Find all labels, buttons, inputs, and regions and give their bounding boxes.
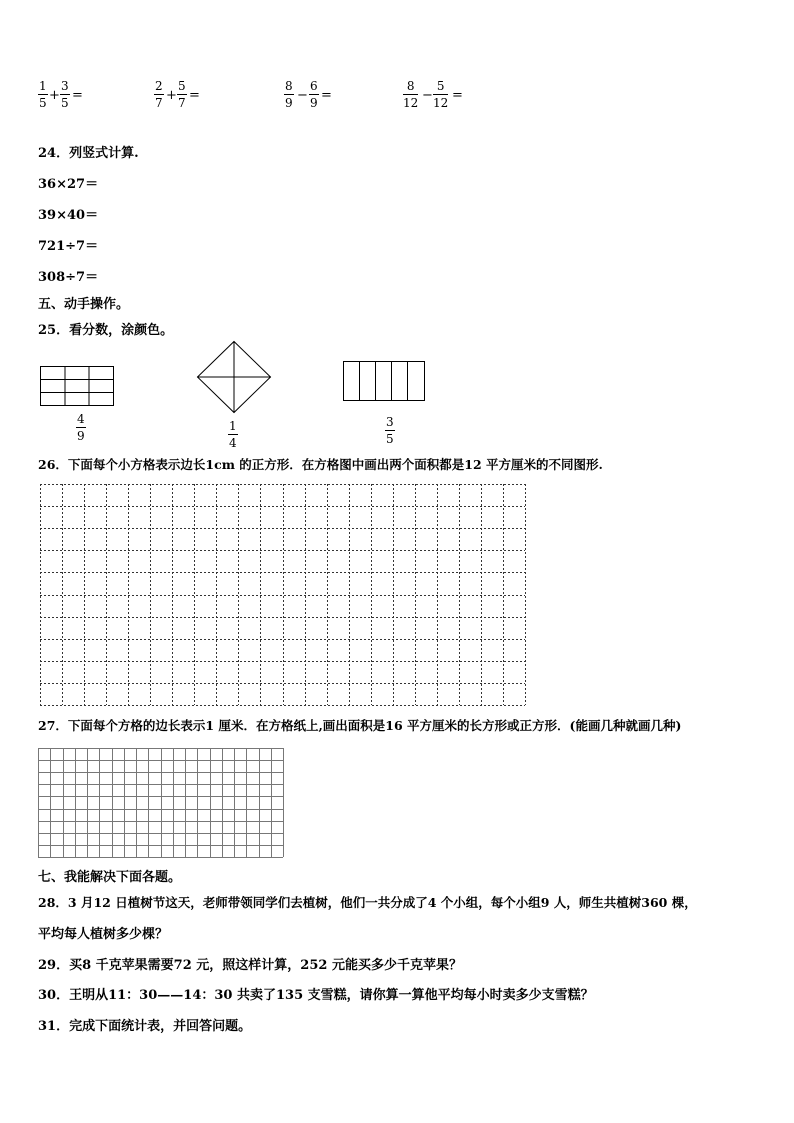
calc-item: 721÷7＝ — [38, 239, 99, 254]
numerator: 5 — [436, 79, 445, 93]
calc-item: 36×27＝ — [38, 177, 99, 192]
denominator: 12 — [403, 96, 419, 110]
fraction — [177, 79, 187, 110]
question-28-line-2: 平均每人植树多少棵？ — [38, 927, 169, 942]
question-26-title: 26．下面每个小方格表示边长1cm 的正方形．在方格图中画出两个面积都是12 平方厘米的不同图形. — [38, 457, 603, 472]
denominator: 5 — [61, 96, 69, 110]
numerator: 2 — [155, 79, 163, 93]
operator: − — [422, 88, 433, 103]
denominator: 7 — [155, 96, 163, 110]
question-29: 29．买8 千克苹果需要72 元，照这样计算，252 元能买多少千克苹果？ — [38, 958, 462, 973]
fraction-label — [228, 419, 238, 450]
question-31: 31．完成下面统计表，并回答问题。 — [38, 1019, 252, 1034]
equals-sign: = — [189, 88, 200, 103]
question-27-title: 27．下面每个方格的边长表示1 厘米．在方格纸上,画出面积是16 平方厘米的长方形或正方形．(能画几种就画几种) — [38, 718, 682, 733]
square-grid-paper[interactable] — [38, 748, 284, 858]
fraction — [309, 79, 319, 110]
numerator: 3 — [61, 79, 69, 93]
numerator: 8 — [285, 79, 293, 93]
numerator: 4 — [77, 412, 85, 426]
question-28-line-1: 28．3 月12 日植树节这天，老师带领同学们去植树，他们一共分成了4 个小组，每个小组9 人，师生共植树360 棵， — [38, 895, 697, 910]
fraction — [433, 79, 448, 110]
grid-3x3-shape — [40, 366, 114, 406]
question-25-title: 25．看分数，涂颜色。 — [38, 323, 174, 338]
denominator: 12 — [433, 96, 449, 110]
fraction — [60, 79, 70, 110]
equals-sign: = — [72, 88, 83, 103]
fraction — [284, 79, 294, 110]
fraction — [154, 79, 164, 110]
numerator: 3 — [386, 415, 394, 429]
numerator: 1 — [39, 79, 47, 93]
denominator: 9 — [310, 96, 318, 110]
numerator: 1 — [229, 419, 237, 433]
operator: − — [297, 88, 308, 103]
denominator: 5 — [39, 96, 47, 110]
denominator: 9 — [285, 96, 293, 110]
denominator: 9 — [77, 429, 85, 443]
dashed-grid-paper[interactable] — [40, 484, 526, 706]
numerator: 6 — [310, 79, 318, 93]
equals-sign: = — [321, 88, 332, 103]
question-30: 30．王明从11：30——14：30 共卖了135 支雪糕，请你算一算他平均每小时卖多少支雪糕？ — [38, 988, 594, 1003]
calc-item: 308÷7＝ — [38, 270, 99, 285]
fraction — [38, 79, 48, 110]
operator: + — [49, 88, 60, 103]
denominator: 5 — [386, 432, 394, 446]
question-24-title: 24．列竖式计算. — [38, 146, 139, 161]
section-heading: 五、动手操作。 — [38, 297, 130, 312]
denominator: 4 — [229, 436, 237, 450]
section-heading: 七、我能解决下面各题。 — [38, 870, 182, 885]
fraction-label — [385, 415, 395, 446]
denominator: 7 — [178, 96, 186, 110]
fraction — [403, 79, 418, 110]
numerator: 8 — [406, 79, 415, 93]
five-column-shape — [343, 361, 425, 401]
operator: + — [166, 88, 177, 103]
calc-item: 39×40＝ — [38, 208, 99, 223]
numerator: 5 — [178, 79, 186, 93]
fraction-label — [76, 412, 86, 443]
equals-sign: = — [452, 88, 463, 103]
diamond-shape — [197, 341, 271, 413]
